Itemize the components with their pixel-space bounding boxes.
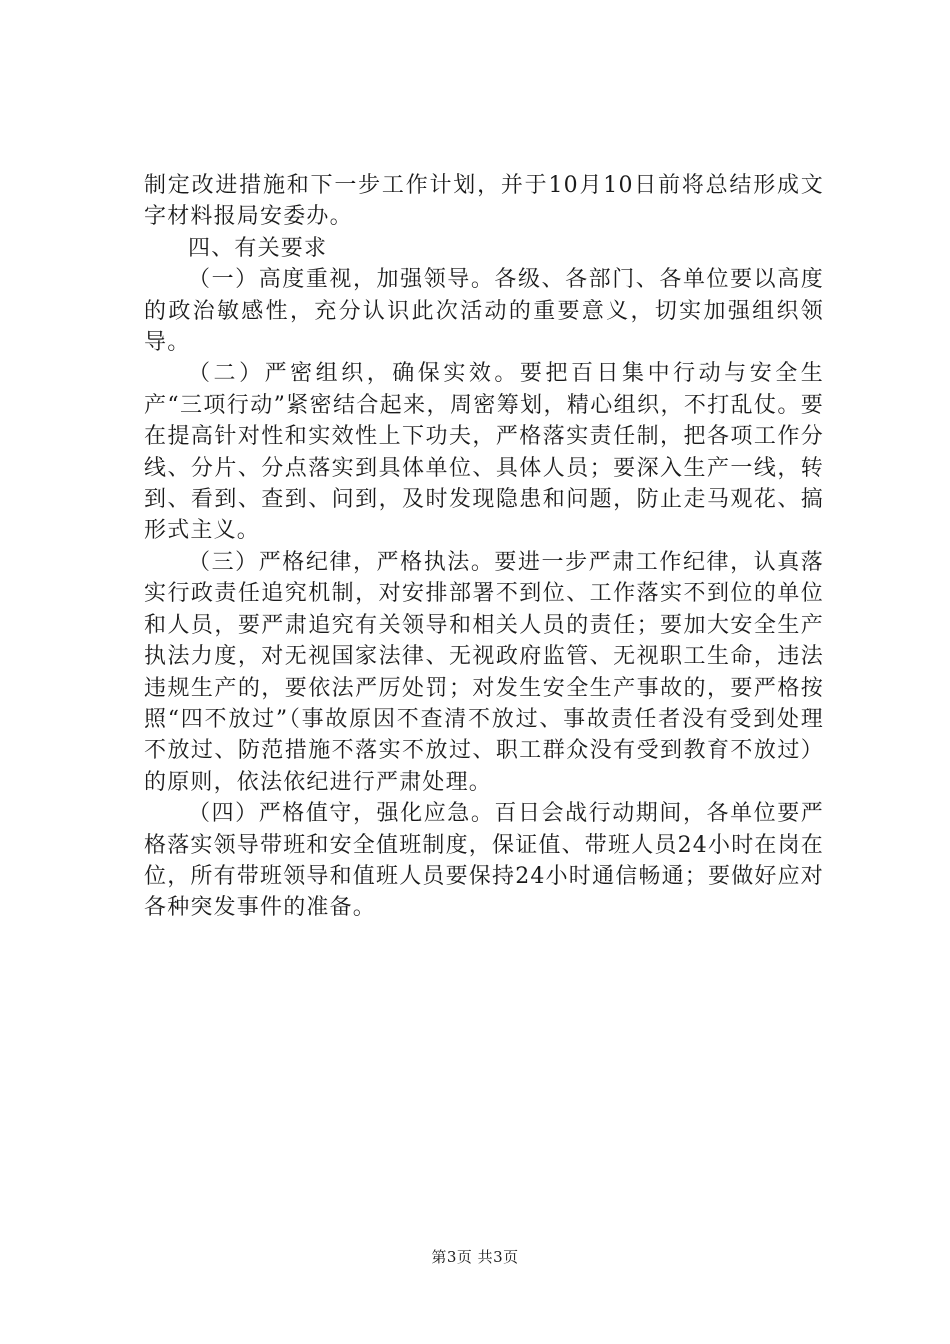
paragraph-continuation: 制定改进措施和下一步工作计划，并于10月10日前将总结形成文字材料报局安委办。 <box>144 173 824 230</box>
paragraph-requirement-2: （二）严密组织，确保实效。要把百日集中行动与安全生产“三项行动”紧密结合起来，周密筹划，精心组织，不打乱仗。要在提高针对性和实效性上下功夫，严格落实责任制，把各项工作分线、分片、分点落实到具体单位、具体人员；要深入生产一线，转到、看到、查到、问到，及时发现隐患和问题，防止走马观花、搞形式主义。 <box>144 361 824 544</box>
paragraph-requirement-3: （三）严格纪律，严格执法。要进一步严肃工作纪律，认真落实行政责任追究机制，对安排部署不到位、工作落实不到位的单位和人员，要严肃追究有关领导和相关人员的责任；要加大安全生产执法力度，对无视国家法律、无视政府监管、无视职工生命，违法违规生产的，要依法严厉处罚；对发生安全生产事故的，要严格按照“四不放过”（事故原因不查清不放过、事故责任者没有受到处理不放过、防范措施不落实不放过、职工群众没有受到教育不放过）的原则，依法依纪进行严肃处理。 <box>144 549 824 795</box>
paragraph-requirement-1: （一）高度重视，加强领导。各级、各部门、各单位要以高度的政治敏感性，充分认识此次活动的重要意义，切实加强组织领导。 <box>144 267 824 356</box>
page-footer: 第3页 共3页 <box>431 1248 519 1266</box>
section-heading: 四、有关要求 <box>188 235 328 261</box>
paragraph-requirement-4: （四）严格值守，强化应急。百日会战行动期间，各单位要严格落实领导带班和安全值班制度，保证值、带班人员24小时在岗在位，所有带班领导和值班人员要保持24小时通信畅通；要做好应对各种突发事件的准备。 <box>144 801 824 921</box>
document-body <box>144 170 824 924</box>
